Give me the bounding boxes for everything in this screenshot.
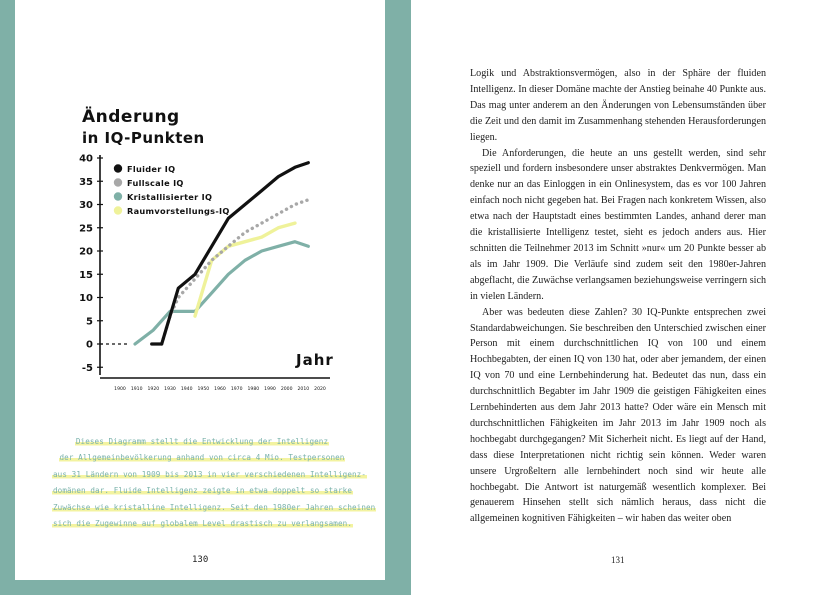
y-tick-label: -5 (81, 362, 93, 374)
series-line-fluid (152, 163, 309, 344)
x-tick-label: 1930 (164, 387, 176, 392)
caption-line: aus 31 Ländern von 1909 bis 2013 in vier verschiedenen Intelligenz- (53, 469, 367, 479)
legend-marker-full (114, 178, 122, 186)
x-axis-label: Jahr (296, 351, 334, 369)
legend-label: Raumvorstellungs-IQ (127, 206, 230, 216)
x-tick-label: 2000 (280, 387, 293, 392)
series-line-full (162, 200, 309, 344)
y-tick-label: 25 (79, 223, 93, 235)
iq-change-chart (0, 0, 411, 420)
caption-line: sich die Zugewinne auf globalem Level drastisch zu verlangsamen. (53, 519, 352, 529)
chart-title-line1: Änderung (82, 107, 180, 127)
caption-line: Zuwächse wie kristalline Intelligenz. Seit den 1980er Jahren scheinen (53, 502, 376, 512)
x-tick-label: 1960 (214, 387, 226, 392)
chart-caption (52, 434, 376, 532)
paragraph: Die Anforderungen, die heute an uns gestellt werden, sind sehr speziell und fordern insbesondere unser abstraktes Denkvermögen. Man denke nur an das Einloggen in ein Onlinesystem, das es vor 100 Jahren einfach noch nicht gegeben hat. Bei Fragen nach konkretem Wissen, also etwa nach der Hauptstadt eines bestimmten Landes, anhand derer man die kristallisierte Intelligenz testet, sieht es jedoch anders aus. Hier schnitten die Teilnehmer 2013 im Schnitt »nur« um 20 Punkte besser ab als im Jahr 1909. Die Verläufe sind zudem seit den 1980er-Jahren abgeflacht, die Zuwächse verlangsamen beziehungsweise verringern sich in vielen Ländern. (470, 147, 766, 302)
y-tick-label: 5 (86, 316, 93, 328)
paragraph: Logik und Abstraktionsvermögen, also in der Sphäre der fluiden Intelligenz. In dieser Domäne machte der Anstieg beinahe 40 Punkte aus. Das mag unter anderem an den Änderungen von Lebensumständen über die Zeit und den damit im Zusammenhang stehenden Herausforderungen liegen. (470, 68, 766, 143)
x-tick-label: 1910 (130, 387, 143, 392)
y-tick-label: 40 (79, 153, 93, 165)
x-tick-label: 1920 (147, 387, 160, 392)
paragraph: Aber was bedeuten diese Zahlen? 30 IQ-Punkte entsprechen zwei Standardabweichungen. Sie beschreiben den Unterschied zwischen einer Person mit einem durchschnittlichen IQ von 100 und einem Hochbegabten, der einen IQ von 130 hat, oder aber jemandem, der einen IQ von 70 und eine Lernbehinderung hat. Bedeutet das nun, dass ein durchschnittlich Begabter im Jahr 1909 die geistigen Fähigkeiten eines Lernbehinderten aus dem Jahr 2013 hatte? Oder wäre ein Mensch mit durchschnittlichen Fähigkeiten im Jahr 2013 im Jahr 1909 noch als hochbegabt durchgegangen? Mit Sicherheit nicht. Es liegt auf der Hand, dass diese Interpretationen nicht richtig sein können. Weder waren unsere Urgroßeltern alle lernbehindert noch sind wir heute alle hochbegabt. Die Antwort ist naturgemäß wesentlich komplexer. Bei genauerem Hinsehen stellt sich nämlich heraus, dass nicht die allgemeinen kognitiven Fähigkeiten – wir haben das weiter oben (470, 306, 766, 525)
page-number-left: 130 (192, 555, 209, 565)
legend-marker-spatial (114, 206, 122, 214)
x-tick-label: 2010 (297, 387, 310, 392)
chart-legend (114, 164, 230, 216)
legend-label: Kristallisierter IQ (127, 192, 213, 202)
series-line-spatial (195, 223, 295, 316)
x-tick-label: 1900 (114, 387, 126, 392)
y-tick-label: 15 (79, 269, 93, 281)
x-tick-label: 1940 (180, 387, 193, 392)
x-tick-label: 1980 (247, 387, 260, 392)
caption-line: domänen dar. Fluide Intelligenz zeigte in etwa doppelt so starke (53, 486, 352, 496)
y-tick-label: 10 (79, 293, 93, 304)
legend-marker-fluid (114, 164, 122, 172)
legend-label: Fullscale IQ (127, 178, 184, 188)
y-tick-label: 0 (86, 339, 93, 351)
legend-marker-crystal (114, 192, 122, 200)
y-tick-label: 20 (79, 246, 93, 258)
x-tick-label: 2020 (314, 387, 326, 392)
y-tick-label: 30 (79, 200, 93, 211)
page-number-right: 131 (611, 555, 625, 565)
x-tick-label: 1950 (197, 387, 210, 392)
chart-title-line2: in IQ-Punkten (82, 129, 205, 147)
y-tick-label: 35 (79, 176, 93, 188)
caption-line: der Allgemeinbevölkerung anhand von circa 4 Mio. Testpersonen (59, 453, 345, 463)
x-tick-label: 1990 (264, 387, 276, 392)
legend-label: Fluider IQ (127, 164, 176, 174)
x-tick-label: 1970 (230, 387, 243, 392)
body-text (470, 66, 766, 527)
caption-line: Dieses Diagramm stellt die Entwicklung der Intelligenz (75, 437, 329, 446)
series-line-crystal (135, 242, 308, 344)
